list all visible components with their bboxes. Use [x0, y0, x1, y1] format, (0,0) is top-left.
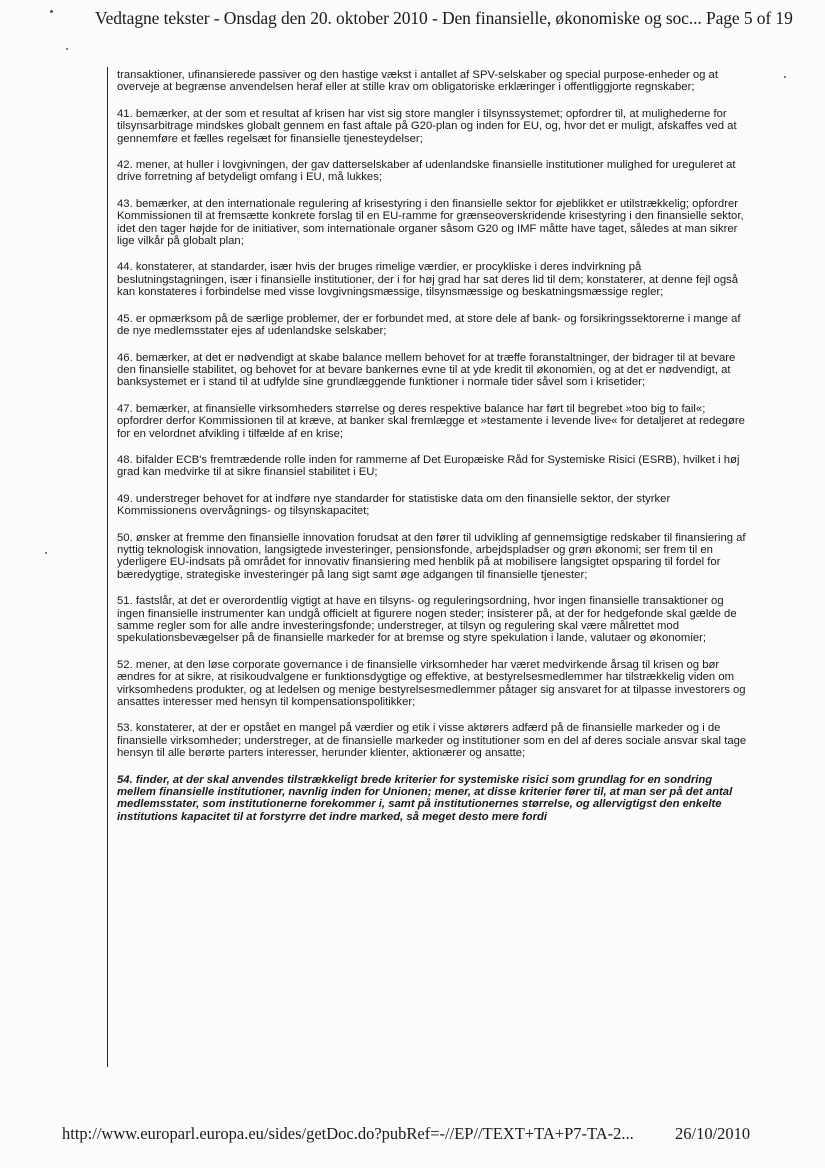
- footer-url: http://www.europarl.europa.eu/sides/getDoc.do?pubRef=-//EP//TEXT+TA+P7-TA-2...: [62, 1124, 634, 1143]
- paragraph-49: 49. understreger behovet for at indføre nye standarder for statistiske data om den finansielle sektor, der styrker Kommissionens overvågnings- og tilsynskapacitet;: [117, 492, 671, 518]
- scan-speck: [45, 552, 47, 554]
- paragraph-51: 51. fastslår, at det er overordentlig vigtigt at have en tilsyns- og reguleringsordning, hvor ingen finansielle transaktioner og ingen finansielle instrumenter kan undgå officielt at figurere nogen steder; insisterer på, at der for hedgefonde skal gælde de samme regler som for alle andre investeringsfonde; understreger, at tilsyn og regulering skal være målrettet mod spekulationsbevægelser på de finansielle markeder for at bremse og styre spekulation i lande, valutaer og økonomier;: [117, 595, 737, 645]
- paragraph-50: 50. ønsker at fremme den finansielle innovation forudsat at den fører til udvikling af gennemsigtige redskaber til finansiering af nyttig teknologisk innovation, langsigtede investeringer, pensionsfonde, arbejdspladser og grøn økonomi; ser frem til en yderligere EU-indsats på området for innovativ finansiering med henblik på at mobilisere langsigtet opsparing til fordel for bæredygtige, strategiske investeringer på lang sigt samt øge adgangen til finansielle tjenester;: [117, 531, 746, 581]
- scan-speck: [50, 10, 53, 13]
- footer-date: 26/10/2010: [675, 1124, 751, 1143]
- paragraph-54: 54. finder, at der skal anvendes tilstrækkeligt brede kriterier for systemiske risici som grundlag for en sondring mellem finansielle institutioner, navnlig inden for Unionen; mener, at disse kriterier fører til, at man ser på det antal medlemsstater, som institutionerne forekommer i, samt på institutionernes størrelse, og allervigtigst den enkelte institutions kapacitet til at forstyrre det indre marked, så meget desto mere fordi: [117, 773, 733, 823]
- scan-speck: [66, 48, 68, 50]
- paragraph-continuation: transaktioner, ufinansierede passiver og den hastige vækst i antallet af SPV-selskaber og special purpose-enheder og at overveje at begrænse anvendelsen heraf eller at stille krav om obligatoriske erklæringer i offentliggjorte regnskaber;: [117, 69, 718, 94]
- paragraph-47: 47. bemærker, at finansielle virksomheders størrelse og deres respektive balance har ført til begrebet »too big to fail«; opfordrer derfor Kommissionen til at kræve, at banker skal fremlægge et »testamente i levende live« for detaljeret at redegøre for en velordnet afvikling i tilfælde af en krise;: [117, 402, 745, 440]
- paragraph-48: 48. bifalder ECB's fremtrædende rolle inden for rammerne af Det Europæiske Råd for Systemiske Risici (ESRB), hvilket i høj grad kan medvirke til at sikre finansiel stabilitet i EU;: [117, 453, 740, 479]
- scan-speck: [784, 76, 786, 78]
- paragraph-44: 44. konstaterer, at standarder, især hvis der bruges rimelige værdier, er procykliske i deres indvirkning på beslutningstagningen, især i finansielle institutioner, der i for høj grad har sat deres lid til dem; konstaterer, at denne fejl også kan konstateres i forbindelse med visse lovgivningsmæssige, tilsynsmæssige og beskatningsmæssige regler;: [117, 261, 739, 299]
- paragraph-46: 46. bemærker, at det er nødvendigt at skabe balance mellem behovet for at træffe foranstaltninger, der bidrager til at bevare den finansielle stabilitet, og behovet for at bevare bankernes evne til at yde kredit til økonomien, og at det er nødvendigt, at banksystemet er i stand til at udfylde sine grundlæggende funktioner i normale tider såvel som i krisetider;: [117, 351, 736, 389]
- paragraph-43: 43. bemærker, at den internationale regulering af krisestyring i den finansielle sektor for øjeblikket er utilstrækkelig; opfordrer Kommissionen til at fremsætte konkrete forslag til en EU-ramme for grænseoverskridende krisestyring i den finansielle sektor, idet den tager højde for de initiativer, som internationale organer såsom G20 og IMF måtte have taget, således at man sikrer lige vilkår på globalt plan;: [117, 197, 744, 248]
- page-footer: [62, 1124, 772, 1144]
- document-body: [107, 67, 747, 1067]
- paragraph-42: 42. mener, at huller i lovgivningen, der gav datterselskaber af udenlandske finansielle institutioner mulighed for ureguleret at drive forretning af betydeligt omfang i EU, må lukkes;: [117, 159, 736, 184]
- paragraph-45: 45. er opmærksom på de særlige problemer, der er forbundet med, at store dele af bank- og forsikringssektorerne i mange af de nye medlemsstater ejes af udenlandske selskaber;: [117, 312, 741, 338]
- page-header-title: Vedtagne tekster - Onsdag den 20. oktober 2010 - Den finansielle, økonomiske og soc... Page 5 of 19: [95, 8, 793, 28]
- paragraph-52: 52. mener, at den løse corporate governance i de finansielle virksomheder har været medvirkende årsag til krisen og bør ændres for at sikre, at risikoudvalgene er funktionsdygtige og effektive, at bestyrelsesmedlemmer har tilstrækkelig viden om virksomhedens produkter, og at ledelsen og menige bestyrelsesmedlemmer påtager sig ansvaret for at tilpasse investorers og ansattes interesser med hensyn til kompensationspolitikker;: [117, 658, 746, 709]
- paragraph-53: 53. konstaterer, at der er opstået en mangel på værdier og etik i visse aktørers adfærd på de finansielle markeder og i de finansielle virksomheder; understreger, at de finansielle markeder og institutioner som en del af deres sociale ansvar skal tage hensyn til alle berørte parters interesser, herunder klienter, aktionærer og ansatte;: [117, 722, 747, 760]
- paragraph-41: 41. bemærker, at der som et resultat af krisen har vist sig store mangler i tilsynssystemet; opfordrer til, at mulighederne for tilsynsarbitrage mindskes globalt gennem en fast aftale på G20-plan og inden for EU, og, hvor det er muligt, afskaffes ved at gennemføre et fælles regelsæt for finansielle tjenesteydelser;: [117, 107, 737, 145]
